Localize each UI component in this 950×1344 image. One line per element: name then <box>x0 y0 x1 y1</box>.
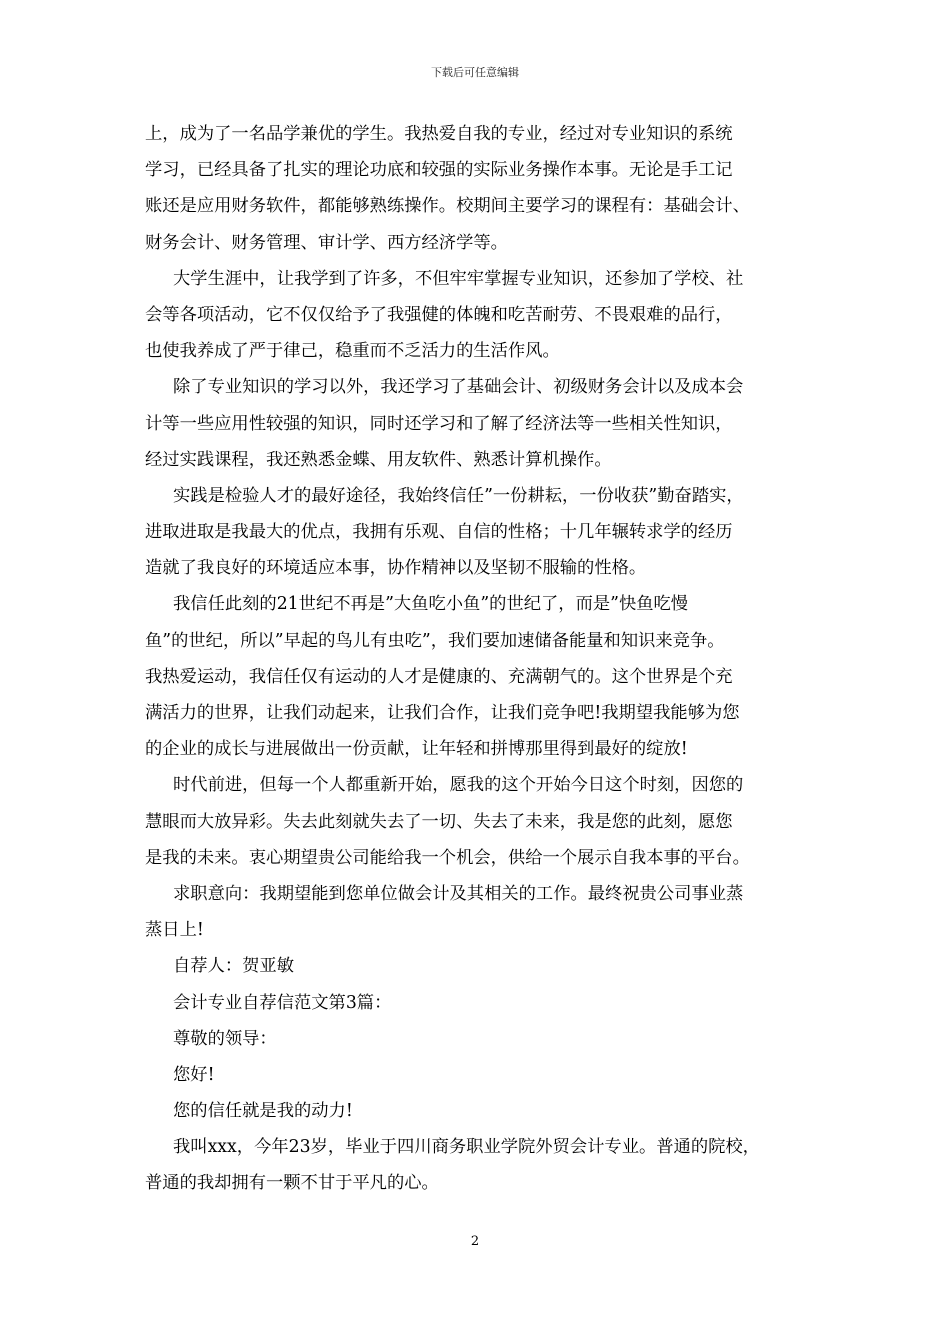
paragraph-first-line: 除了专业知识的学习以外，我还学习了基础会计、初级财务会计以及成本会 <box>173 377 744 398</box>
paragraph-first-line: 实践是检验人才的最好途径，我始终信任”一份耕耘，一份收获”勤奋踏实， <box>173 485 744 506</box>
text-line: 进取进取是我最大的优点，我拥有乐观、自信的性格；十几年辗转求学的经历 <box>145 522 733 543</box>
text-line: 经过实践课程，我还熟悉金蝶、用友软件、熟悉计算机操作。 <box>145 449 612 470</box>
paragraph-first-line: 大学生涯中，让我学到了许多，不但牢牢掌握专业知识，还参加了学校、社 <box>173 268 744 289</box>
text-line: 普通的我却拥有一颗不甘于平凡的心。 <box>145 1173 439 1194</box>
text-line: 是我的未来。衷心期望贵公司能给我一个机会，供给一个展示自我本事的平台。 <box>145 847 750 868</box>
text-line: 计等一些应用性较强的知识，同时还学习和了解了经济法等一些相关性知识， <box>145 413 733 434</box>
text-line: 鱼”的世纪，所以”早起的鸟儿有虫吃”，我们要加速储备能量和知识来竞争。 <box>145 630 725 651</box>
document-body <box>145 116 810 1202</box>
paragraph-first-line: 您的信任就是我的动力! <box>173 1101 353 1122</box>
salutation: 尊敬的领导： <box>173 1028 277 1049</box>
section-heading: 会计专业自荐信范文第3篇： <box>173 992 392 1013</box>
text-line: 账还是应用财务软件，都能够熟练操作。校期间主要学习的课程有：基础会计、 <box>145 196 750 217</box>
text-line: 学习，已经具备了扎实的理论功底和较强的实际业务操作本事。无论是手工记 <box>145 160 733 181</box>
text-line: 上，成为了一名品学兼优的学生。我热爱自我的专业，经过对专业知识的系统 <box>145 124 733 144</box>
greeting: 您好! <box>173 1064 215 1085</box>
text-line: 财务会计、财务管理、审计学、西方经济学等。 <box>145 232 508 253</box>
text-line: 满活力的世界，让我们动起来，让我们合作，让我们竞争吧!我期望我能够为您 <box>145 703 740 723</box>
text-line: 慧眼而大放异彩。失去此刻就失去了一切、失去了未来，我是您的此刻，愿您 <box>145 811 733 832</box>
signature-line: 自荐人：贺亚敏 <box>173 956 294 977</box>
page-header: 下载后可任意编辑 <box>431 66 519 79</box>
page-number: 2 <box>470 1234 480 1249</box>
text-line: 造就了我良好的环境适应本事，协作精神以及坚韧不服输的性格。 <box>145 558 647 579</box>
text-line: 蒸日上! <box>145 920 204 941</box>
text-line: 也使我养成了严于律己，稳重而不乏活力的生活作风。 <box>145 341 560 362</box>
paragraph-first-line: 我信任此刻的21世纪不再是”大鱼吃小鱼”的世纪了，而是”快鱼吃慢 <box>173 594 689 615</box>
paragraph-first-line: 时代前进，但每一个人都重新开始，愿我的这个开始今日这个时刻，因您的 <box>173 775 744 796</box>
paragraph-first-line: 求职意向：我期望能到您单位做会计及其相关的工作。最终祝贵公司事业蒸 <box>173 883 744 904</box>
text-line: 的企业的成长与进展做出一份贡献，让年轻和拼博那里得到最好的绽放! <box>145 739 688 760</box>
text-line: 会等各项活动，它不仅仅给予了我强健的体魄和吃苦耐劳、不畏艰难的品行， <box>145 304 733 325</box>
paragraph-first-line: 我叫xxx，今年23岁，毕业于四川商务职业学院外贸会计专业。普通的院校， <box>173 1137 760 1158</box>
text-line: 我热爱运动，我信任仅有运动的人才是健康的、充满朝气的。这个世界是个充 <box>145 666 733 687</box>
